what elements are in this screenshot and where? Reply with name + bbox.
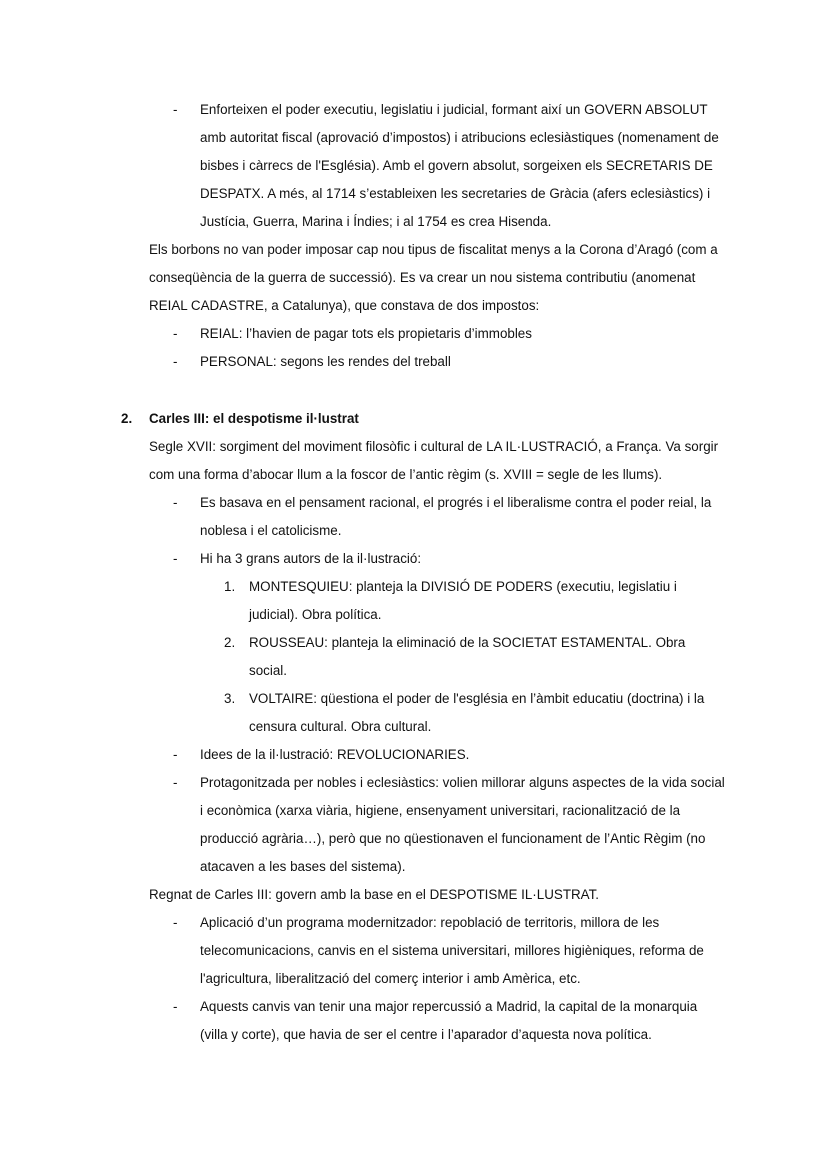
bullet-text: REIAL: l’havien de pagar tots els propietaris d’immobles (200, 326, 532, 341)
item-number: 3. (224, 691, 236, 706)
bullet-dash: - (173, 551, 178, 566)
section-title: Carles III: el despotisme il·lustrat (149, 411, 359, 426)
bullet-dash: - (173, 354, 178, 369)
bullet-item (0, 909, 828, 993)
fiscal-paragraph: Els borbons no van poder imposar cap nou tipus de fiscalitat menys a la Corona d’Aragó (com a conseqüència de la guerra de successió). Es va crear un nou sistema contributiu (anomenat REIAL CADASTRE, a Catalunya), que constava de dos impostos: (149, 242, 718, 313)
bullet-text: Hi ha 3 grans autors de la il·lustració: (200, 551, 422, 566)
bullet-item (0, 545, 828, 573)
bullet-dash: - (173, 326, 178, 341)
bullet-dash: - (173, 999, 178, 1014)
bullet-item (0, 489, 828, 545)
bullet-dash: - (173, 775, 178, 790)
bullet-text: Enforteixen el poder executiu, legislatiu i judicial, formant així un GOVERN ABSOLUT amb autoritat fiscal (aprovació d’impostos) i atribucions eclesiàstiques (nomenament de bisbes i càrrecs de l'Església). Amb el govern absolut, sorgeixen els SECRETARIS DE DESPATX. A més, al 1714 s’estableixen les secretaries de Gràcia (afers eclesiàstics) i Justícia, Guerra, Marina i Índies; i al 1754 es crea Hisenda. (200, 102, 719, 229)
section-intro: Segle XVII: sorgiment del moviment filosòfic i cultural de LA IL·LUSTRACIÓ, a França. Va sorgir com una forma d’abocar llum a la foscor de l’antic règim (s. XVIII = segle de les llums). (149, 439, 719, 482)
item-number: 2. (224, 635, 236, 650)
section-heading (0, 405, 828, 433)
reign-paragraph: Regnat de Carles III: govern amb la base en el DESPOTISME IL·LUSTRAT. (149, 887, 600, 902)
bullet-dash: - (173, 102, 178, 117)
bullet-item (0, 993, 828, 1049)
bullet-dash: - (173, 915, 178, 930)
bullet-text: Es basava en el pensament racional, el progrés i el liberalisme contra el poder reial, la noblesa i el catolicisme. (200, 495, 712, 538)
item-text: VOLTAIRE: qüestiona el poder de l'església en l’àmbit educatiu (doctrina) i la censura cultural. Obra cultural. (249, 691, 705, 734)
bullet-text: Aplicació d’un programa modernitzador: repoblació de territoris, millora de les telecomunicacions, canvis en el sistema universitari, millores higièniques, reforma de l'agricultura, liberalització del comerç interior i amb Amèrica, etc. (200, 915, 704, 986)
numbered-item (0, 629, 828, 685)
item-text: ROUSSEAU: planteja la eliminació de la SOCIETAT ESTAMENTAL. Obra social. (249, 635, 686, 678)
numbered-item (0, 573, 828, 629)
bullet-item (0, 741, 828, 769)
bullet-item (0, 320, 828, 348)
item-number: 1. (224, 579, 236, 594)
bullet-text: Aquests canvis van tenir una major repercussió a Madrid, la capital de la monarquia (villa y corte), que havia de ser el centre i l’aparador d’aquesta nova política. (200, 999, 698, 1042)
document-page (0, 96, 828, 1049)
item-text: MONTESQUIEU: planteja la DIVISIÓ DE PODERS (executiu, legislatiu i judicial). Obra política. (249, 579, 677, 622)
section-number: 2. (121, 411, 133, 426)
bullet-text: Protagonitzada per nobles i eclesiàstics: volien millorar alguns aspectes de la vida social i econòmica (xarxa viària, higiene, ensenyament universitari, racionalització de la producció agrària…), però que no qüestionaven el funcionament de l’Antic Règim (no atacaven a les bases del sistema). (200, 775, 725, 874)
bullet-dash: - (173, 747, 178, 762)
bullet-item (0, 348, 828, 376)
bullet-item (0, 769, 828, 881)
numbered-item (0, 685, 828, 741)
bullet-text: PERSONAL: segons les rendes del treball (200, 354, 451, 369)
bullet-text: Idees de la il·lustració: REVOLUCIONARIES. (200, 747, 470, 762)
bullet-item (0, 96, 828, 236)
bullet-dash: - (173, 495, 178, 510)
